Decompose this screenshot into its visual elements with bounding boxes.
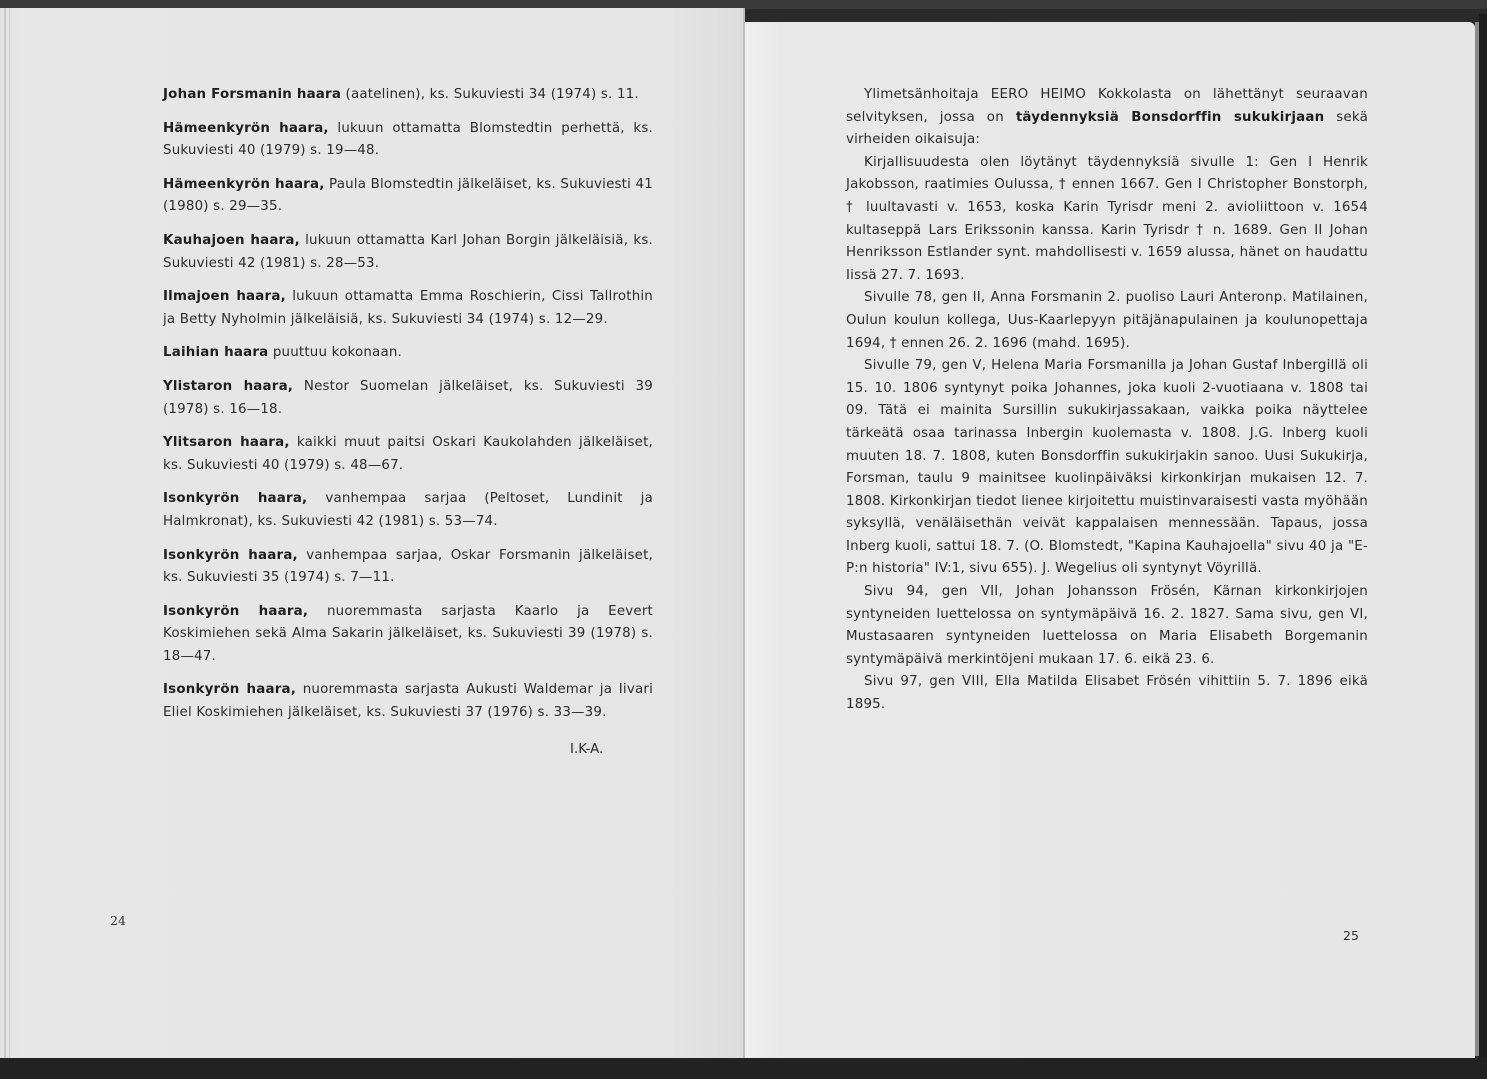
page-number-left: 24 (110, 913, 126, 928)
body-paragraph: Sivulle 79, gen V, Helena Maria Forsmanilla ja Johan Gustaf Inbergillä oli 15. 10. 1806 syntynyt poika Johannes, joka kuoli 2-vuotiaana v. 1808 tai 09. Tätä ei mainita Sursillin sukukirjassakaan, vaikka poika näyttelee tärkeätä osaa tarinassa Inbergin kuolemasta v. 1808. J.G. Inberg kuoli muuten 18. 7. 1808, kuten Bonsdorffin sukukirjakin sanoo. Uusi Sukukirja, Forsman, taulu 9 mainitsee kuolinpäiväksi kirkonkirjan mukaisen 12. 7. 1808. Kirkonkirjan tiedot lienee kirjoitettu muistinvaraisesti vasta myöhään syksyllä, venäläisethän veivät kappalaisen mennessään. Tapaus, jossa Inberg kuoli, sattui 18. 7. (O. Blomstedt, "Kapina Kauhajoella" sivu 40 ja "E-P:n historia" IV:1, sivu 655). J. Wegelius oli syntynyt Vöyrillä. (846, 358, 1368, 577)
branch-entry (163, 545, 653, 590)
branch-name: Ylistaron haara, (163, 378, 294, 394)
page-edge-line (9, 8, 10, 1058)
branch-description: nuoremmasta sarjasta Aukusti Waldemar ja Iivari Eliel Koskimiehen jälkeläiset, ks. Sukuviesti 37 (1976) s. 33—39. (163, 682, 653, 721)
author-signature: I.K-A. (570, 742, 604, 757)
branch-description: vanhempaa sarjaa, Oskar Forsmanin jälkeläiset, ks. Sukuviesti 35 (1974) s. 7—11. (163, 547, 653, 586)
branch-name: Kauhajoen haara, (163, 232, 300, 248)
branch-description: kaikki muut paitsi Oskari Kaukolahden jälkeläiset, ks. Sukuviesti 40 (1979) s. 48—67. (163, 435, 653, 473)
body-paragraph: Sivu 97, gen VIII, Ella Matilda Elisabet Frösén vihittiin 5. 7. 1896 eikä 1895. (846, 674, 1368, 713)
branch-description: puuttuu kokonaan. (268, 345, 403, 361)
branch-entry (163, 488, 653, 533)
branch-entry (163, 118, 653, 163)
branch-entry (163, 286, 653, 331)
scan-background-bottom (0, 1058, 1487, 1079)
branch-name: Isonkyrön haara, (163, 603, 309, 619)
book-cover-edge (1479, 14, 1487, 1058)
branch-name: Ilmajoen haara, (163, 289, 286, 305)
branch-description: (aatelinen), ks. Sukuviesti 34 (1974) s. 11. (341, 87, 639, 102)
branch-description: vanhempaa sarjaa (Peltoset, Lundinit ja Halmkronat), ks. Sukuviesti 42 (1981) s. 53—74. (163, 491, 653, 529)
branch-entry (163, 376, 653, 421)
branch-description: lukuun ottamatta Blomstedtin perhettä, ks. Sukuviesti 40 (1979) s. 19—48. (163, 120, 653, 159)
branch-name: Isonkyrön haara, (163, 682, 297, 698)
branch-name: Hämeenkyrön haara, (163, 176, 325, 192)
intro-text: Ylimetsänhoitaja EERO HEIMO Kokkolasta on lähettänyt seuraavan selvityksen, jossa on (846, 87, 1368, 125)
body-paragraph: Kirjallisuudesta olen löytänyt täydennyksiä sivulle 1: Gen I Henrik Jakobsson, raatimies Oulussa, † ennen 1667. Gen I Christopher Bonstorph, † luultavasti v. 1653, koska Karin Tyrisdr meni 2. avioliittoon v. 1654 kultaseppä Lars Erikssonin kanssa. Karin Tyrisdr † n. 1689. Gen II Johan Henriksson Estlander synt. mahdollisesti v. 1659 alussa, hänet on haudattu Iissä 27. 7. 1693. (846, 154, 1368, 283)
branch-description: lukuun ottamatta Karl Johan Borgin jälkeläisiä, ks. Sukuviesti 42 (1981) s. 28—53. (163, 232, 653, 271)
branch-description: Nestor Suomelan jälkeläiset, ks. Sukuviesti 39 (1978) s. 16—18. (163, 378, 653, 417)
branch-name: Johan Forsmanin haara (163, 87, 342, 102)
branch-description: nuoremmasta sarjasta Kaarlo ja Eevert Koskimiehen sekä Alma Sakarin jälkeläiset, ks. Sukuviesti 39 (1978) s. 18—47. (163, 603, 653, 664)
body-paragraph: Sivu 94, gen VII, Johan Johansson Frösén, Kärnan kirkonkirjojen syntyneiden luettelossa on syntymäpäivä 16. 2. 1827. Sama sivu, gen VI, Mustasaaren syntyneiden luettelossa on Maria Elisabeth Borgemanin syntymäpäivä merkintöjeni mukaan 17. 6. eikä 23. 6. (846, 584, 1368, 667)
intro-paragraph (846, 84, 1368, 152)
branch-entry (163, 174, 653, 219)
branch-description: lukuun ottamatta Emma Roschierin, Cissi Tallrothin ja Betty Nyholmin jälkeläisiä, ks. Sukuviesti 34 (1974) s. 12—29. (163, 289, 653, 327)
branch-entry (163, 432, 653, 477)
intro-bold: täydennyksiä Bonsdorffin sukukirjaan (1015, 109, 1325, 125)
right-page-text (846, 84, 1368, 717)
book-gutter (743, 8, 745, 1058)
page-stack-edge (1475, 22, 1479, 1056)
left-page-text (163, 84, 653, 736)
branch-description: Paula Blomstedtin jälkeläiset, ks. Sukuviesti 41 (1980) s. 29—35. (163, 176, 653, 215)
page-edge-line (4, 8, 6, 1058)
branch-entry (163, 342, 653, 365)
branch-name: Isonkyrön haara, (163, 547, 298, 563)
branch-name: Hämeenkyrön haara, (163, 120, 329, 136)
body-paragraph: Sivulle 78, gen II, Anna Forsmanin 2. puoliso Lauri Anteronp. Matilainen, Oulun koulun kollega, Uus-Kaarlepyyn pitäjänapulainen ja koulunopettaja 1694, † ennen 26. 2. 1696 (mahd. 1695). (846, 290, 1368, 351)
branch-entry (163, 84, 653, 107)
branch-name: Isonkyrön haara, (163, 491, 308, 507)
branch-name: Ylitsaron haara, (163, 435, 290, 451)
intro-text: sekä virheiden oikaisuja: (846, 109, 1368, 148)
page-number-right: 25 (1343, 928, 1359, 943)
branch-entry (163, 679, 653, 724)
branch-name: Laihian haara (163, 345, 269, 361)
branch-entry (163, 230, 653, 275)
branch-entry (163, 601, 653, 669)
